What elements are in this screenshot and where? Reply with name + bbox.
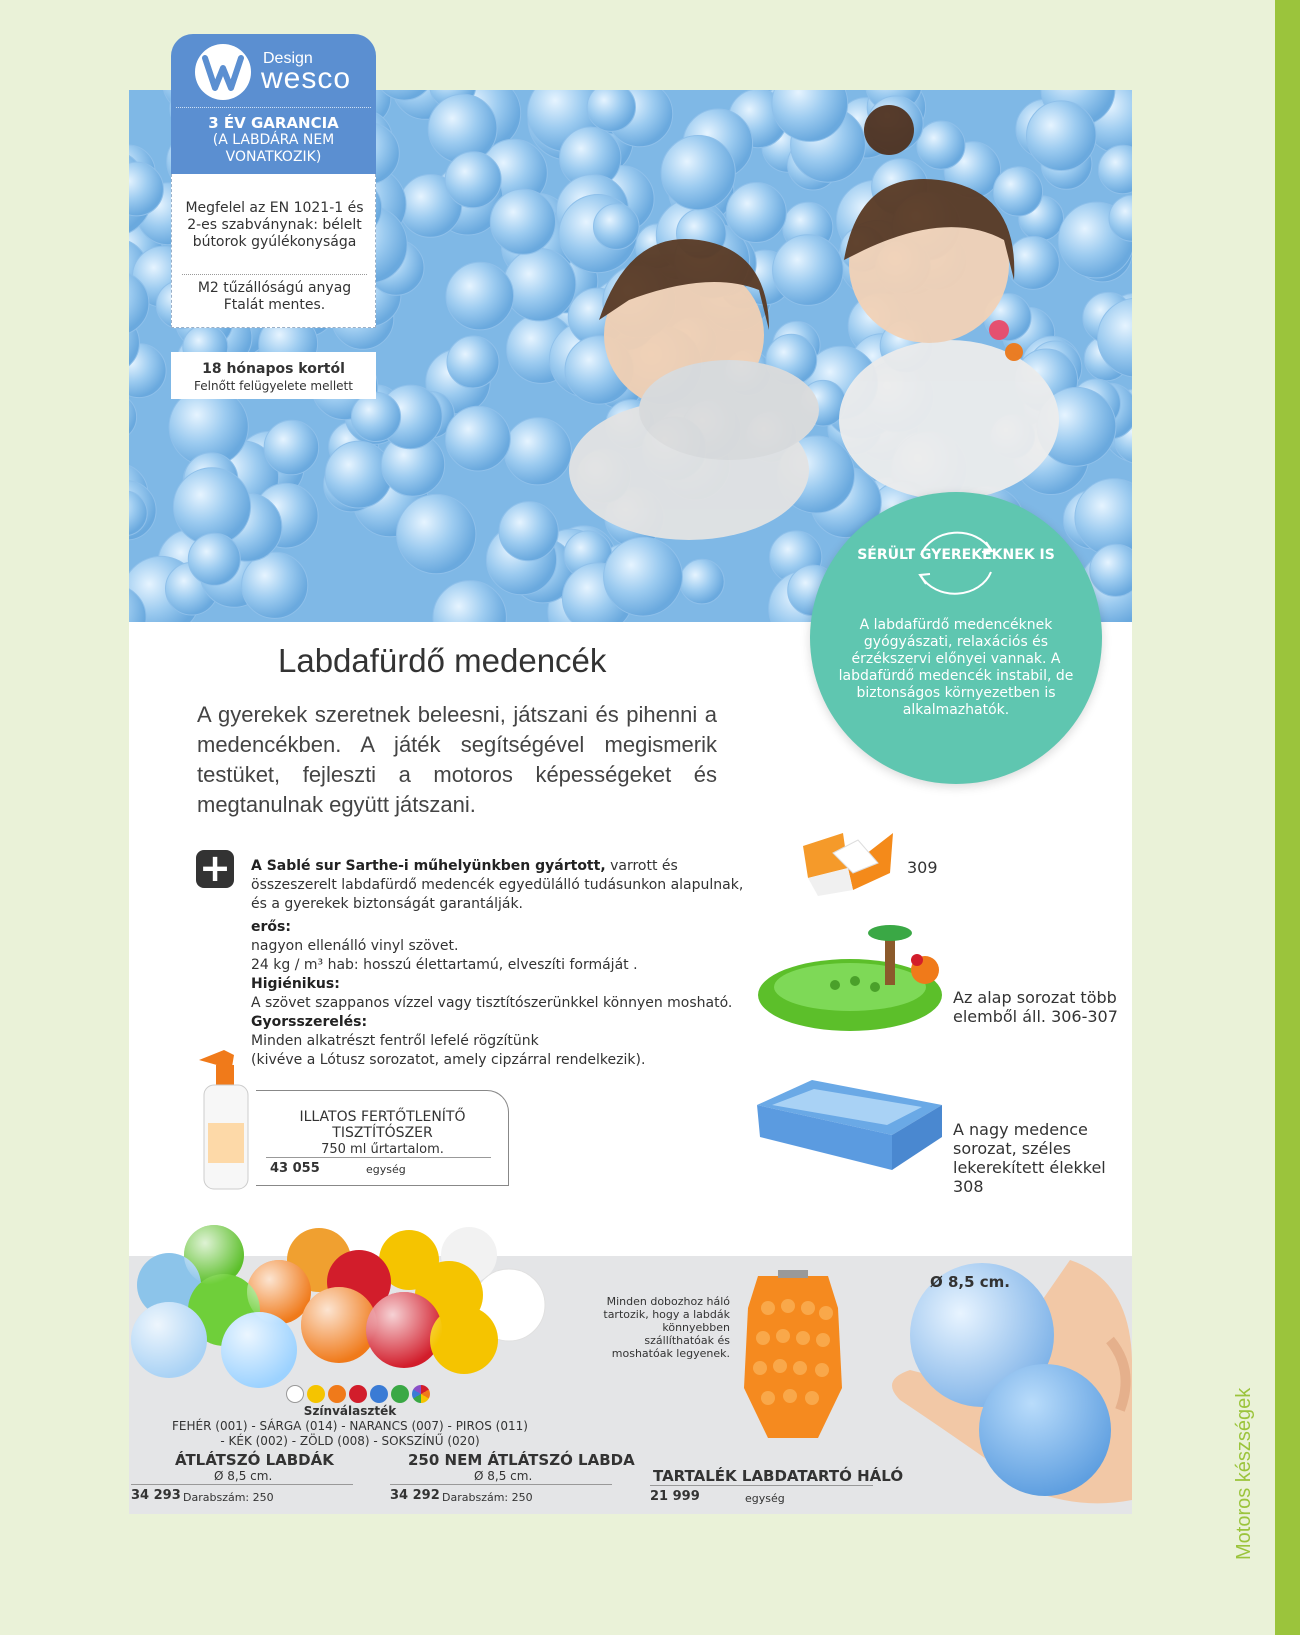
clear-balls-rule — [131, 1484, 353, 1485]
cleaner-code: 43 055 — [270, 1161, 320, 1176]
swatch-yellow — [307, 1385, 325, 1403]
age-title: 18 hónapos kortól — [202, 361, 345, 377]
strong-2: 24 kg / m³ hab: hosszú élettartamú, elveszíti formáját . — [251, 957, 638, 973]
brand-name: wesco — [261, 62, 352, 95]
brand-design: Design — [263, 50, 313, 67]
clear-balls-qty: Darabszám: 250 — [183, 1491, 274, 1504]
strong-1: nagyon ellenálló vinyl szövet. — [251, 938, 459, 954]
certification-box — [171, 174, 376, 328]
hygiene-title: Higiénikus: — [251, 976, 340, 992]
cleaner-rule — [266, 1157, 491, 1158]
assembly-1: Minden alkatrészt fentről lefelé rögzítünk — [251, 1033, 539, 1049]
brand-badge — [171, 34, 376, 174]
opaque-balls-qty: Darabszám: 250 — [442, 1491, 533, 1504]
page-title: Labdafürdő medencék — [278, 642, 607, 679]
plus-icon: + — [196, 850, 234, 888]
special-title: SÉRÜLT GYEREKEKNEK IS — [857, 547, 1055, 563]
assembly-2: (kivéve a Lótusz sorozatot, amely cipzárral rendelkezik). — [251, 1052, 646, 1068]
ball-net-image — [738, 1268, 848, 1443]
clear-balls-title: ÁTLÁTSZÓ LABDÁK — [175, 1451, 334, 1469]
cleaner-title: ILLATOS FERTŐTLENÍTŐ TISZTÍTÓSZER — [299, 1109, 466, 1141]
clear-balls-code: 34 293 — [131, 1488, 181, 1503]
feature-text: varrott és összeszerelt labdafürdő medencék egyedülálló tudásunkon alapulnak, és a gyerekek biztonságát garantálják. — [251, 858, 744, 912]
net-title: TARTALÉK LABDATARTÓ HÁLÓ — [653, 1467, 904, 1485]
net-note: Minden dobozhoz háló tartozik, hogy a labdák könnyebben szállíthatóak és moshatóak legyenek. — [603, 1295, 730, 1360]
cert-standard: Megfelel az EN 1021-1 és 2-es szabványnak: bélelt bútorok gyúlékonysága — [185, 200, 364, 250]
basic-series-label: Az alap sorozat több elemből áll. 306-307 — [953, 988, 1118, 1026]
net-unit: egység — [745, 1492, 785, 1505]
cert-divider — [182, 274, 367, 275]
section-label: Motoros készségek — [1233, 1387, 1255, 1560]
assembly-title: Gyorsszerelés: — [251, 1014, 368, 1030]
wesco-logo-icon — [195, 44, 251, 100]
product-309-label: 309 — [907, 858, 938, 877]
opaque-balls-rule — [390, 1484, 612, 1485]
opaque-balls-code: 34 292 — [390, 1488, 440, 1503]
colors-title: Színválaszték — [303, 1404, 397, 1418]
age-sub: Felnőtt felügyelete mellett — [194, 379, 353, 393]
intro-text: A gyerekek szeretnek beleesni, játszani és pihenni a medencékben. A játék segítségével megismerik testüket, fejleszti a motoros képességeket és megtanulnak együtt játszani. — [197, 702, 717, 817]
swatch-white — [286, 1385, 304, 1403]
swatch-red — [349, 1385, 367, 1403]
age-box — [171, 352, 376, 399]
swatch-orange — [328, 1385, 346, 1403]
special-needs-circle — [810, 492, 1102, 784]
net-code: 21 999 — [650, 1489, 700, 1504]
lotus-pool-image — [798, 828, 898, 898]
feature-list — [251, 857, 751, 1070]
cleaner-box — [256, 1090, 509, 1186]
guarantee-note: (A LABDÁRA NEM VONATKOZIK) — [212, 132, 335, 165]
net-rule — [650, 1485, 873, 1486]
colored-balls-image — [129, 1220, 579, 1395]
cleaner-unit: egység — [366, 1163, 406, 1176]
feature-lead: A Sablé sur Sarthe-i műhelyünkben gyártott, — [251, 858, 606, 874]
badge-divider — [176, 107, 371, 108]
cleaner-bottle-image — [194, 1045, 256, 1191]
section-sidebar — [1275, 0, 1300, 1635]
strong-title: erős: — [251, 919, 291, 935]
swatch-multicolor — [412, 1385, 430, 1403]
island-pool-image — [755, 925, 955, 1035]
cert-fire: M2 tűzállóságú anyag Ftalát mentes. — [197, 280, 352, 313]
diameter-label: Ø 8,5 cm. — [930, 1273, 1010, 1291]
swatch-green — [391, 1385, 409, 1403]
guarantee-title: 3 ÉV GARANCIA — [208, 114, 339, 132]
swatch-blue — [370, 1385, 388, 1403]
clear-balls-size: Ø 8,5 cm. — [214, 1469, 273, 1483]
colors-list: FEHÉR (001) - SÁRGA (014) - NARANCS (007) - PIROS (011) - KÉK (002) - ZÖLD (008) - SOKSZÍNŰ (020) — [172, 1419, 528, 1448]
opaque-balls-title: 250 NEM ÁTLÁTSZÓ LABDA — [408, 1451, 635, 1469]
hygiene-text: A szövet szappanos vízzel vagy tisztítószerünkkel könnyen mosható. — [251, 995, 733, 1011]
large-pool-image — [752, 1075, 947, 1175]
cleaner-volume: 750 ml űrtartalom. — [321, 1142, 444, 1157]
special-text: A labdafürdő medencéknek gyógyászati, relaxációs és érzékszervi előnyei vannak. A labdafürdő medencék instabil, de biztonságos környezetben is alkalmazhatók. — [838, 617, 1074, 718]
large-series-label: A nagy medence sorozat, széles lekerekített élekkel 308 — [953, 1120, 1106, 1196]
opaque-balls-size: Ø 8,5 cm. — [474, 1469, 533, 1483]
